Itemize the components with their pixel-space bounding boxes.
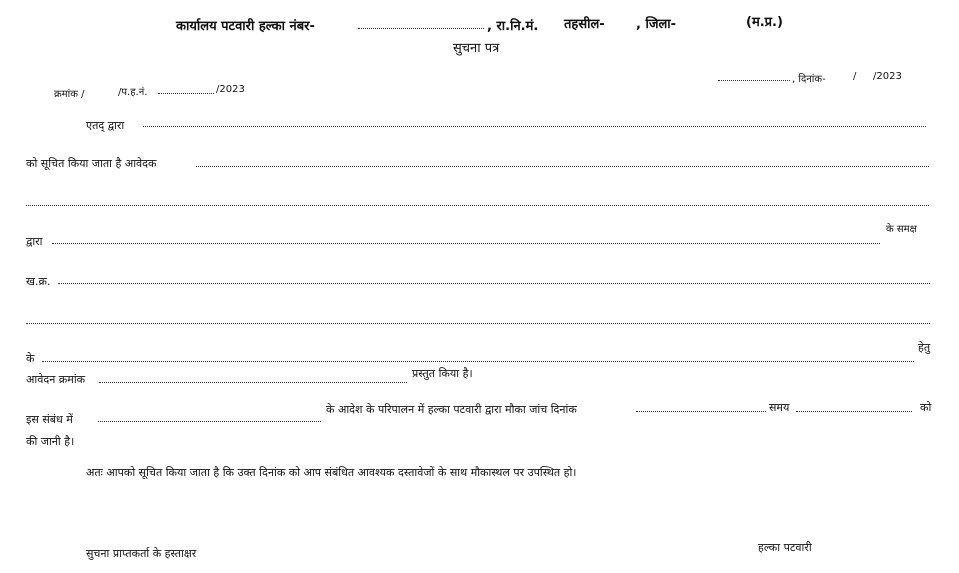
ko-label: को	[920, 401, 932, 414]
year-2: /2023	[873, 71, 902, 82]
ranimam-label: , रा.नि.मं.	[487, 19, 539, 34]
ke-blank[interactable]	[42, 361, 914, 362]
patwari-label: हल्का पटवारी	[758, 541, 812, 554]
is-sambandh-label: इस संबंध में	[26, 413, 73, 426]
place-blank[interactable]	[718, 80, 790, 81]
recipient-signature-label: सुचना प्राप्तकर्ता के हस्ताक्षर	[86, 547, 197, 560]
notice-subtitle: सुचना पत्र	[453, 41, 500, 56]
hetu-label: हेतु	[918, 341, 931, 354]
ki-jaani-label: की जानी है।	[26, 435, 75, 448]
etad-dwara-blank[interactable]	[143, 126, 926, 127]
jila-label: , जिला-	[636, 17, 677, 32]
year-1: /2023	[216, 84, 245, 95]
jaanch-dinank-blank[interactable]	[636, 411, 766, 412]
dinank-label: , दिनांक-	[792, 74, 826, 85]
phn-blank[interactable]	[158, 93, 214, 94]
date-slash: /	[853, 71, 857, 82]
aadesh-text: के आदेश के परिपालन में हल्का पटवारी द्वारा मौका जांच दिनांक	[326, 403, 577, 416]
khakra-blank[interactable]	[58, 283, 930, 284]
dwara-blank[interactable]	[52, 243, 880, 244]
adhikari-blank[interactable]	[98, 421, 321, 422]
aavedak-blank-2[interactable]	[26, 205, 929, 206]
khakra-label: ख.क्र.	[26, 275, 51, 288]
samay-label: समय	[769, 401, 790, 414]
aavedan-kramank-blank[interactable]	[99, 382, 407, 383]
halka-number-blank[interactable]	[358, 28, 484, 29]
khakra-blank-2[interactable]	[26, 323, 930, 324]
office-label: कार्यालय पटवारी हल्का नंबर-	[176, 19, 315, 34]
atah-statement: अतः आपको सूचित किया जाता है कि उक्त दिनांक को आप संबंधित आवश्यक दस्तावेजों के साथ मौकास्थल पर उपस्थित हो।	[86, 466, 577, 479]
samay-blank[interactable]	[796, 411, 912, 412]
aavedak-blank[interactable]	[196, 166, 929, 167]
ke-label: के	[26, 352, 35, 365]
prastut-label: प्रस्तुत किया है।	[412, 367, 473, 380]
etad-dwara-label: एतद् द्वारा	[86, 119, 125, 132]
ke-samaksh-label: के समक्ष	[886, 224, 917, 235]
state-label: (म.प्र.)	[746, 15, 783, 30]
dwara-label: द्वारा	[26, 235, 43, 248]
kramank-label: क्रमांक /	[54, 89, 85, 100]
tehsil-label: तहसील-	[564, 17, 605, 32]
aavedan-kramank-label: आवेदन क्रमांक	[26, 373, 86, 386]
phn-label: /प.ह.नं.	[118, 87, 148, 98]
ko-suchit-label: को सूचित किया जाता है आवेदक	[26, 157, 157, 170]
